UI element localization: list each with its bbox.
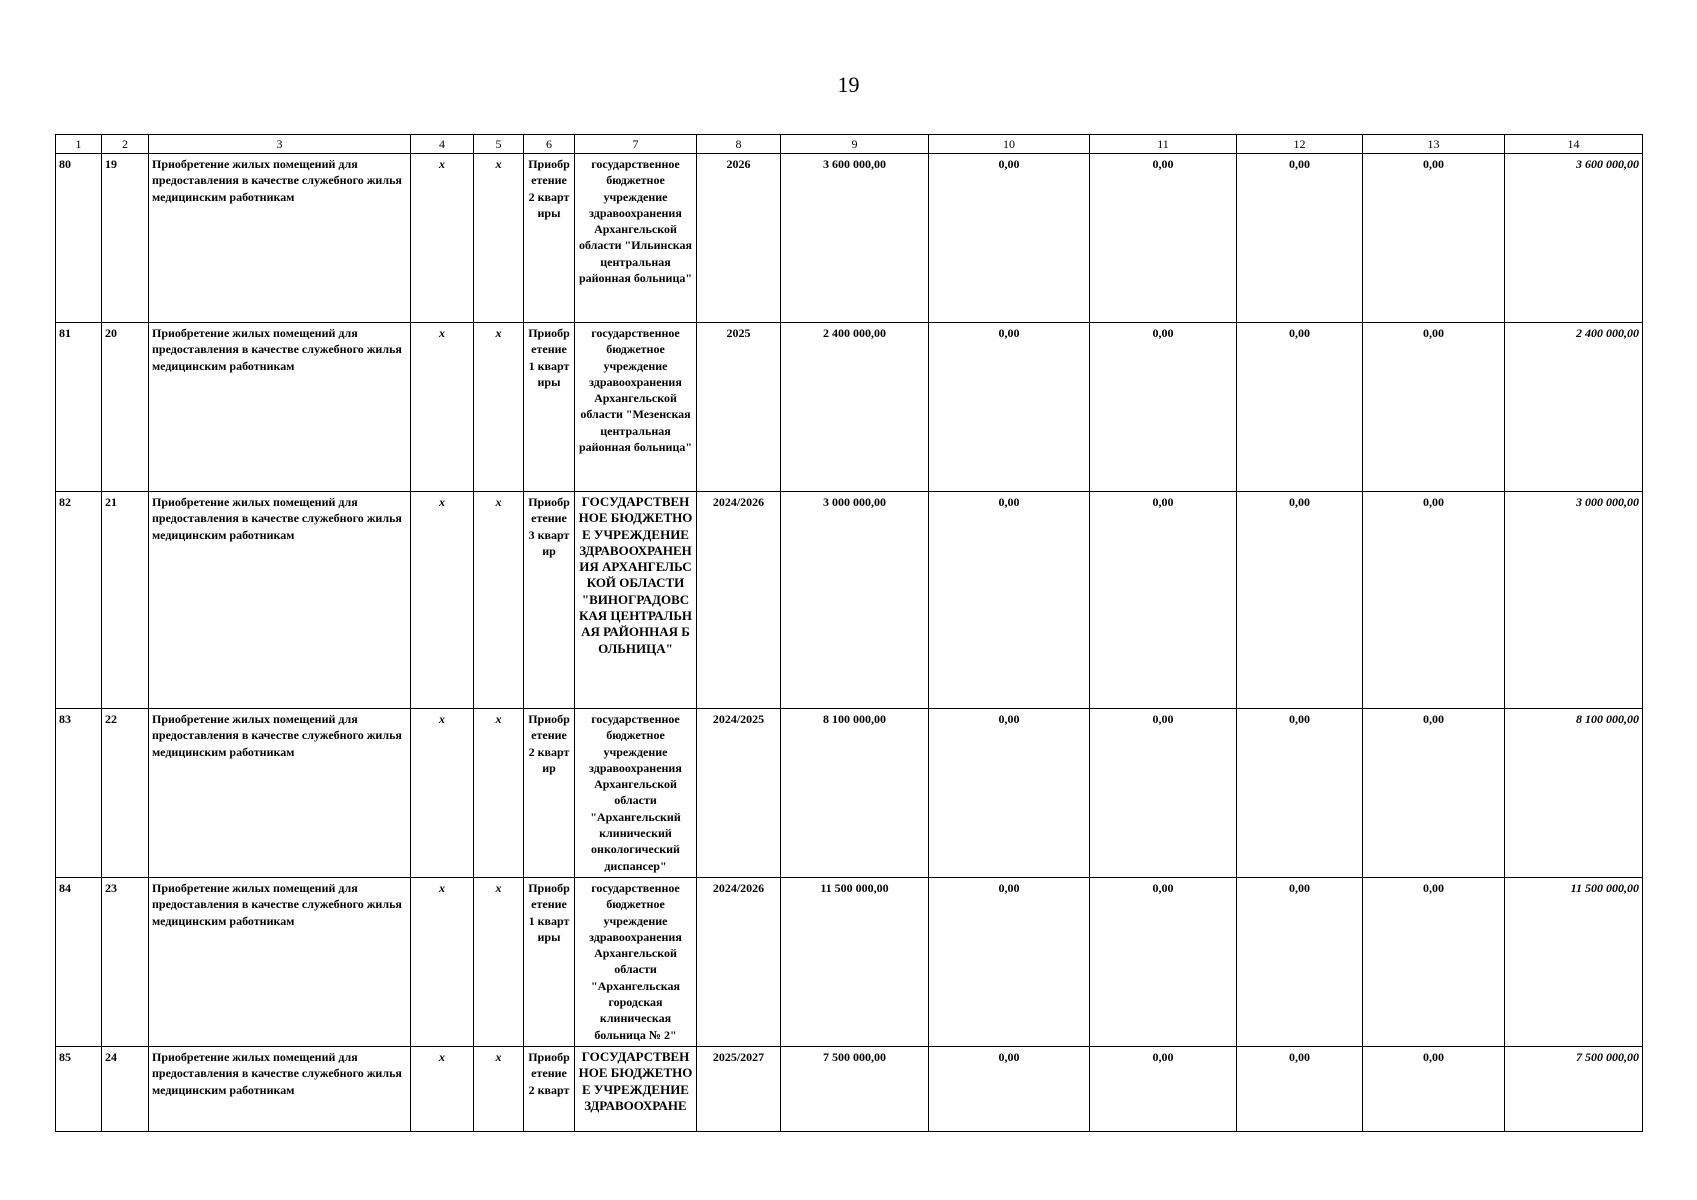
event-name: Приобретение жилых помещений для предоставления в качестве служебного жилья медицинским работникам — [149, 492, 411, 709]
amount-col13: 0,00 — [1363, 709, 1505, 878]
event-name: Приобретение жилых помещений для предоставления в качестве служебного жилья медицинским работникам — [149, 878, 411, 1047]
period: 2025/2027 — [697, 1047, 781, 1132]
total-amount: 3 600 000,00 — [781, 154, 929, 323]
event-name: Приобретение жилых помещений для предоставления в качестве служебного жилья медицинским работникам — [149, 323, 411, 492]
row-number: 84 — [56, 878, 102, 1047]
item-number: 20 — [102, 323, 149, 492]
col4-value: х — [411, 323, 474, 492]
row-number: 81 — [56, 323, 102, 492]
period: 2026 — [697, 154, 781, 323]
col4-value: х — [411, 709, 474, 878]
col5-value: х — [474, 492, 524, 709]
total-amount: 8 100 000,00 — [781, 709, 929, 878]
amount-col14: 7 500 000,00 — [1505, 1047, 1643, 1132]
amount-col11: 0,00 — [1090, 492, 1237, 709]
institution-name: государственное бюджетное учреждение здравоохранения Архангельской области "Архангельская городская клиническая больница № 2" — [575, 878, 697, 1047]
result-description: Приобретение 1 квартиры — [524, 878, 575, 1047]
column-header: 6 — [524, 135, 575, 154]
period: 2024/2026 — [697, 878, 781, 1047]
institution-name: ГОСУДАРСТВЕННОЕ БЮДЖЕТНОЕ УЧРЕЖДЕНИЕ ЗДРАВООХРАНЕ — [575, 1047, 697, 1132]
amount-col10: 0,00 — [929, 492, 1090, 709]
column-header: 4 — [411, 135, 474, 154]
amount-col11: 0,00 — [1090, 878, 1237, 1047]
period: 2024/2025 — [697, 709, 781, 878]
amount-col13: 0,00 — [1363, 878, 1505, 1047]
amount-col10: 0,00 — [929, 323, 1090, 492]
amount-col10: 0,00 — [929, 1047, 1090, 1132]
col5-value: х — [474, 1047, 524, 1132]
col5-value: х — [474, 709, 524, 878]
column-header: 13 — [1363, 135, 1505, 154]
table-row — [56, 154, 1643, 323]
column-header: 11 — [1090, 135, 1237, 154]
col4-value: х — [411, 154, 474, 323]
table-row — [56, 878, 1643, 1047]
column-header: 5 — [474, 135, 524, 154]
event-name: Приобретение жилых помещений для предоставления в качестве служебного жилья медицинским работникам — [149, 709, 411, 878]
col4-value: х — [411, 1047, 474, 1132]
amount-col12: 0,00 — [1237, 709, 1363, 878]
col5-value: х — [474, 323, 524, 492]
col5-value: х — [474, 878, 524, 1047]
column-header: 8 — [697, 135, 781, 154]
row-number: 80 — [56, 154, 102, 323]
amount-col13: 0,00 — [1363, 323, 1505, 492]
event-name: Приобретение жилых помещений для предоставления в качестве служебного жилья медицинским работникам — [149, 154, 411, 323]
result-description: Приобретение 2 квартир — [524, 709, 575, 878]
amount-col12: 0,00 — [1237, 323, 1363, 492]
total-amount: 11 500 000,00 — [781, 878, 929, 1047]
amount-col12: 0,00 — [1237, 492, 1363, 709]
column-header: 9 — [781, 135, 929, 154]
amount-col14: 2 400 000,00 — [1505, 323, 1643, 492]
item-number: 22 — [102, 709, 149, 878]
column-header: 14 — [1505, 135, 1643, 154]
table-row — [56, 1047, 1643, 1132]
period: 2024/2026 — [697, 492, 781, 709]
total-amount: 3 000 000,00 — [781, 492, 929, 709]
column-header: 2 — [102, 135, 149, 154]
column-header: 7 — [575, 135, 697, 154]
page-number: 19 — [837, 72, 860, 97]
row-number: 83 — [56, 709, 102, 878]
item-number: 19 — [102, 154, 149, 323]
amount-col10: 0,00 — [929, 154, 1090, 323]
total-amount: 2 400 000,00 — [781, 323, 929, 492]
amount-col12: 0,00 — [1237, 878, 1363, 1047]
amount-col10: 0,00 — [929, 878, 1090, 1047]
period: 2025 — [697, 323, 781, 492]
amount-col12: 0,00 — [1237, 154, 1363, 323]
col4-value: х — [411, 492, 474, 709]
table-row — [56, 323, 1643, 492]
column-number-row — [56, 135, 1643, 154]
column-header: 12 — [1237, 135, 1363, 154]
institution-name: государственное бюджетное учреждение здравоохранения Архангельской области "Ильинская центральная районная больница" — [575, 154, 697, 323]
result-description: Приобретение 2 кварт — [524, 1047, 575, 1132]
table-row — [56, 492, 1643, 709]
amount-col13: 0,00 — [1363, 492, 1505, 709]
amount-col11: 0,00 — [1090, 1047, 1237, 1132]
col4-value: х — [411, 878, 474, 1047]
item-number: 21 — [102, 492, 149, 709]
item-number: 23 — [102, 878, 149, 1047]
item-number: 24 — [102, 1047, 149, 1132]
amount-col10: 0,00 — [929, 709, 1090, 878]
result-description: Приобретение 3 квартир — [524, 492, 575, 709]
amount-col12: 0,00 — [1237, 1047, 1363, 1132]
table-row — [56, 709, 1643, 878]
column-header: 10 — [929, 135, 1090, 154]
institution-name: ГОСУДАРСТВЕННОЕ БЮДЖЕТНОЕ УЧРЕЖДЕНИЕ ЗДРАВООХРАНЕНИЯ АРХАНГЕЛЬСКОЙ ОБЛАСТИ "ВИНОГРАДОВСКАЯ ЦЕНТРАЛЬНАЯ РАЙОННАЯ БОЛЬНИЦА" — [575, 492, 697, 709]
col5-value: х — [474, 154, 524, 323]
total-amount: 7 500 000,00 — [781, 1047, 929, 1132]
amount-col11: 0,00 — [1090, 323, 1237, 492]
amount-col13: 0,00 — [1363, 1047, 1505, 1132]
amount-col14: 3 600 000,00 — [1505, 154, 1643, 323]
event-name: Приобретение жилых помещений для предоставления в качестве служебного жилья медицинским работникам — [149, 1047, 411, 1132]
institution-name: государственное бюджетное учреждение здравоохранения Архангельской области "Архангельский клинический онкологический диспансер" — [575, 709, 697, 878]
amount-col11: 0,00 — [1090, 154, 1237, 323]
institution-name: государственное бюджетное учреждение здравоохранения Архангельской области "Мезенская центральная районная больница" — [575, 323, 697, 492]
row-number: 82 — [56, 492, 102, 709]
amount-col14: 3 000 000,00 — [1505, 492, 1643, 709]
budget-table — [55, 134, 1643, 1132]
amount-col13: 0,00 — [1363, 154, 1505, 323]
amount-col11: 0,00 — [1090, 709, 1237, 878]
result-description: Приобретение 2 квартиры — [524, 154, 575, 323]
column-header: 3 — [149, 135, 411, 154]
row-number: 85 — [56, 1047, 102, 1132]
result-description: Приобретение 1 квартиры — [524, 323, 575, 492]
column-header: 1 — [56, 135, 102, 154]
amount-col14: 8 100 000,00 — [1505, 709, 1643, 878]
amount-col14: 11 500 000,00 — [1505, 878, 1643, 1047]
